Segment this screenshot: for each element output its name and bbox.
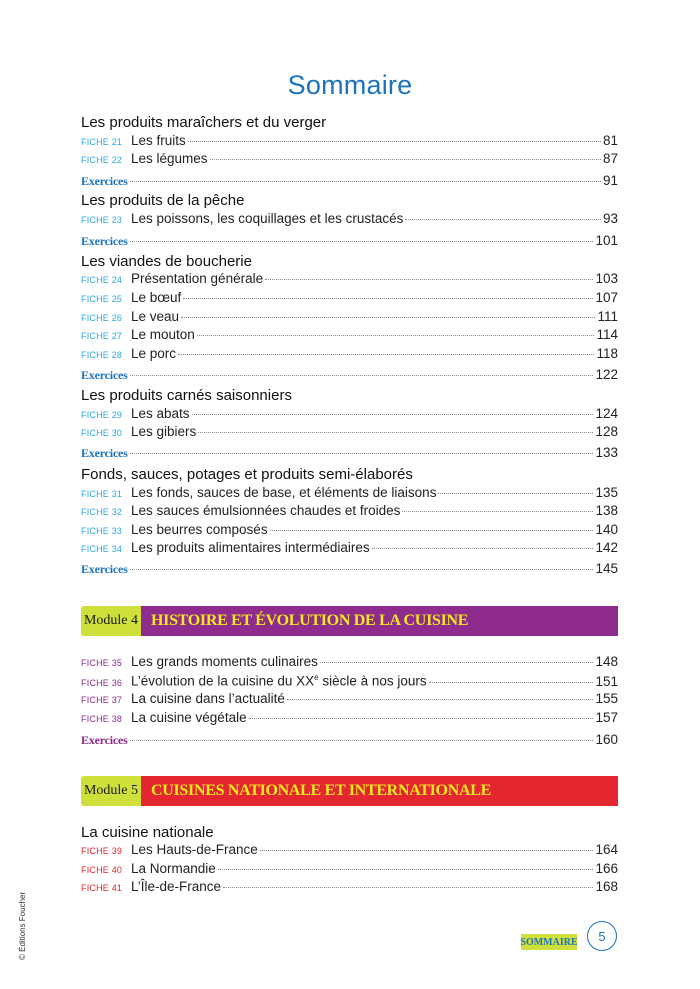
- toc-entry[interactable]: [81, 424, 618, 442]
- section-heading: Les produits de la pêche: [81, 192, 245, 209]
- entry-label: La Normandie: [131, 861, 216, 876]
- exercices-label: Exercices: [81, 446, 128, 460]
- leader-dots: [320, 662, 594, 663]
- toc-entry[interactable]: [81, 691, 618, 709]
- leader-dots: [130, 241, 594, 242]
- fiche-code: FICHE 28: [81, 350, 123, 360]
- toc-entry[interactable]: [81, 211, 618, 229]
- toc-entry[interactable]: [81, 309, 618, 327]
- toc-entry[interactable]: [81, 406, 618, 424]
- leader-dots: [178, 354, 594, 355]
- leader-dots: [270, 530, 594, 531]
- entry-page: 157: [595, 710, 618, 725]
- fiche-code: FICHE 32: [81, 507, 123, 517]
- entry-page: 128: [595, 424, 618, 439]
- leader-dots: [198, 432, 593, 433]
- entry-label-end: siècle à nos jours: [318, 673, 427, 689]
- leader-dots: [438, 493, 593, 494]
- toc-entry[interactable]: [81, 861, 618, 879]
- toc-entry[interactable]: [81, 540, 618, 558]
- page-number: 5: [587, 921, 617, 951]
- module-number: Module 4: [81, 606, 141, 636]
- entry-page: 160: [595, 732, 618, 747]
- exercices-label: Exercices: [81, 174, 128, 188]
- fiche-code: FICHE 39: [81, 846, 123, 856]
- toc-entry[interactable]: [81, 879, 618, 897]
- exercices-label: Exercices: [81, 733, 128, 747]
- entry-label: Les légumes: [131, 151, 208, 166]
- leader-dots: [181, 317, 595, 318]
- exercices-entry[interactable]: [81, 445, 618, 463]
- fiche-code: FICHE 27: [81, 331, 123, 341]
- entry-page: 81: [602, 133, 618, 148]
- module-title: HISTOIRE ET ÉVOLUTION DE LA CUISINE: [141, 606, 618, 636]
- entry-page: 114: [596, 327, 618, 342]
- fiche-code: FICHE 41: [81, 883, 123, 893]
- fiche-code: FICHE 23: [81, 215, 123, 225]
- leader-dots: [197, 335, 595, 336]
- entry-page: 124: [595, 406, 618, 421]
- exercices-entry[interactable]: [81, 173, 618, 191]
- exercices-label: Exercices: [81, 562, 128, 576]
- entry-page: 118: [596, 346, 618, 361]
- toc-entry[interactable]: [81, 710, 618, 728]
- entry-label: Les fonds, sauces de base, et éléments de liaisons: [131, 485, 437, 500]
- entry-label: Le porc: [131, 346, 177, 361]
- entry-page: 140: [595, 522, 618, 537]
- entry-page: 166: [595, 861, 618, 876]
- entry-page: 107: [595, 290, 618, 305]
- leader-dots: [402, 511, 593, 512]
- toc-entry[interactable]: [81, 271, 618, 289]
- entry-page: 145: [595, 561, 618, 576]
- leader-dots: [218, 869, 594, 870]
- entry-page: 122: [595, 367, 618, 382]
- fiche-code: FICHE 36: [81, 677, 123, 688]
- toc-entry[interactable]: [81, 327, 618, 345]
- leader-dots: [372, 548, 594, 549]
- leader-dots: [130, 375, 594, 376]
- entry-page: 87: [602, 151, 618, 166]
- leader-dots: [130, 740, 594, 741]
- fiche-code: FICHE 24: [81, 275, 123, 285]
- fiche-code: FICHE 21: [81, 137, 123, 147]
- entry-label: Les Hauts-de-France: [131, 842, 258, 857]
- fiche-code: FICHE 34: [81, 544, 123, 554]
- toc-entry[interactable]: [81, 151, 618, 169]
- entry-label: Les sauces émulsionnées chaudes et froides: [131, 503, 401, 518]
- leader-dots: [130, 569, 594, 570]
- toc-entry[interactable]: [81, 346, 618, 364]
- entry-label: Les abats: [131, 406, 190, 421]
- entry-page: 168: [595, 879, 618, 894]
- module-4-banner: [81, 606, 618, 636]
- entry-label-start: L’évolution de la cuisine du XX: [131, 673, 315, 689]
- entry-label: Les grands moments culinaires: [131, 654, 318, 669]
- fiche-code: FICHE 35: [81, 658, 123, 668]
- exercices-label: Exercices: [81, 234, 128, 248]
- toc-entry[interactable]: [81, 133, 618, 151]
- toc-entry[interactable]: [81, 503, 618, 521]
- section-heading: Les viandes de boucherie: [81, 253, 252, 270]
- entry-label: La cuisine dans l’actualité: [131, 691, 285, 706]
- leader-dots: [192, 414, 594, 415]
- fiche-code: FICHE 33: [81, 526, 123, 536]
- entry-page: 111: [597, 309, 618, 324]
- entry-page: 155: [595, 691, 618, 706]
- entry-label: Le bœuf: [131, 290, 182, 305]
- fiche-code: FICHE 29: [81, 410, 123, 420]
- entry-label: Les beurres composés: [131, 522, 268, 537]
- leader-dots: [223, 887, 593, 888]
- entry-label: Les gibiers: [131, 424, 197, 439]
- section-heading: Fonds, sauces, potages et produits semi-élaborés: [81, 466, 413, 483]
- section-heading: La cuisine nationale: [81, 824, 214, 841]
- fiche-code: FICHE 38: [81, 714, 123, 724]
- toc-entry[interactable]: [81, 673, 618, 691]
- entry-page: 93: [602, 211, 618, 226]
- entry-label: L’Île-de-France: [131, 879, 222, 894]
- leader-dots: [249, 718, 594, 719]
- module-5-banner: [81, 776, 618, 806]
- entry-page: 91: [602, 173, 618, 188]
- entry-page: 135: [595, 485, 618, 500]
- exercices-entry[interactable]: [81, 732, 618, 750]
- leader-dots: [130, 181, 601, 182]
- module-number: Module 5: [81, 776, 141, 806]
- section-heading: Les produits maraîchers et du verger: [81, 114, 327, 131]
- publisher-credit: © Éditions Foucher: [18, 891, 27, 960]
- exercices-entry[interactable]: [81, 561, 618, 579]
- entry-page: 101: [595, 233, 618, 248]
- leader-dots: [188, 141, 601, 142]
- entry-label: Le veau: [131, 309, 180, 324]
- fiche-code: FICHE 37: [81, 695, 123, 705]
- entry-page: 164: [595, 842, 618, 857]
- section-heading: Les produits carnés saisonniers: [81, 387, 292, 404]
- leader-dots: [130, 453, 594, 454]
- entry-label: [131, 673, 427, 689]
- exercices-entry[interactable]: [81, 367, 618, 385]
- leader-dots: [429, 682, 594, 683]
- entry-page: 133: [595, 445, 618, 460]
- exercices-entry[interactable]: [81, 233, 618, 251]
- leader-dots: [287, 699, 594, 700]
- fiche-code: FICHE 40: [81, 865, 123, 875]
- superscript: e: [314, 673, 319, 682]
- fiche-code: FICHE 22: [81, 155, 123, 165]
- toc-entry[interactable]: [81, 290, 618, 308]
- entry-page: 148: [595, 654, 618, 669]
- leader-dots: [210, 159, 601, 160]
- entry-label: Les produits alimentaires intermédiaires: [131, 540, 370, 555]
- fiche-code: FICHE 30: [81, 428, 123, 438]
- exercices-label: Exercices: [81, 368, 128, 382]
- entry-label: Présentation générale: [131, 271, 264, 286]
- toc-entry[interactable]: [81, 522, 618, 540]
- entry-page: 142: [595, 540, 618, 555]
- toc-entry[interactable]: [81, 654, 618, 672]
- leader-dots: [265, 279, 593, 280]
- entry-page: 151: [595, 673, 618, 689]
- fiche-code: FICHE 25: [81, 294, 123, 304]
- page-title: Sommaire: [287, 70, 413, 100]
- fiche-code: FICHE 26: [81, 313, 123, 323]
- fiche-code: FICHE 31: [81, 489, 123, 499]
- toc-entry[interactable]: [81, 842, 618, 860]
- entry-label: Les poissons, les coquillages et les crustacés: [131, 211, 404, 226]
- entry-label: Les fruits: [131, 133, 186, 148]
- module-title: CUISINES NATIONALE ET INTERNATIONALE: [141, 776, 618, 806]
- entry-label: La cuisine végétale: [131, 710, 247, 725]
- entry-page: 138: [595, 503, 618, 518]
- entry-label: Le mouton: [131, 327, 195, 342]
- sommaire-tag[interactable]: SOMMAIRE: [521, 934, 577, 950]
- leader-dots: [405, 219, 601, 220]
- leader-dots: [260, 850, 594, 851]
- entry-page: 103: [595, 271, 618, 286]
- toc-entry[interactable]: [81, 485, 618, 503]
- leader-dots: [183, 298, 593, 299]
